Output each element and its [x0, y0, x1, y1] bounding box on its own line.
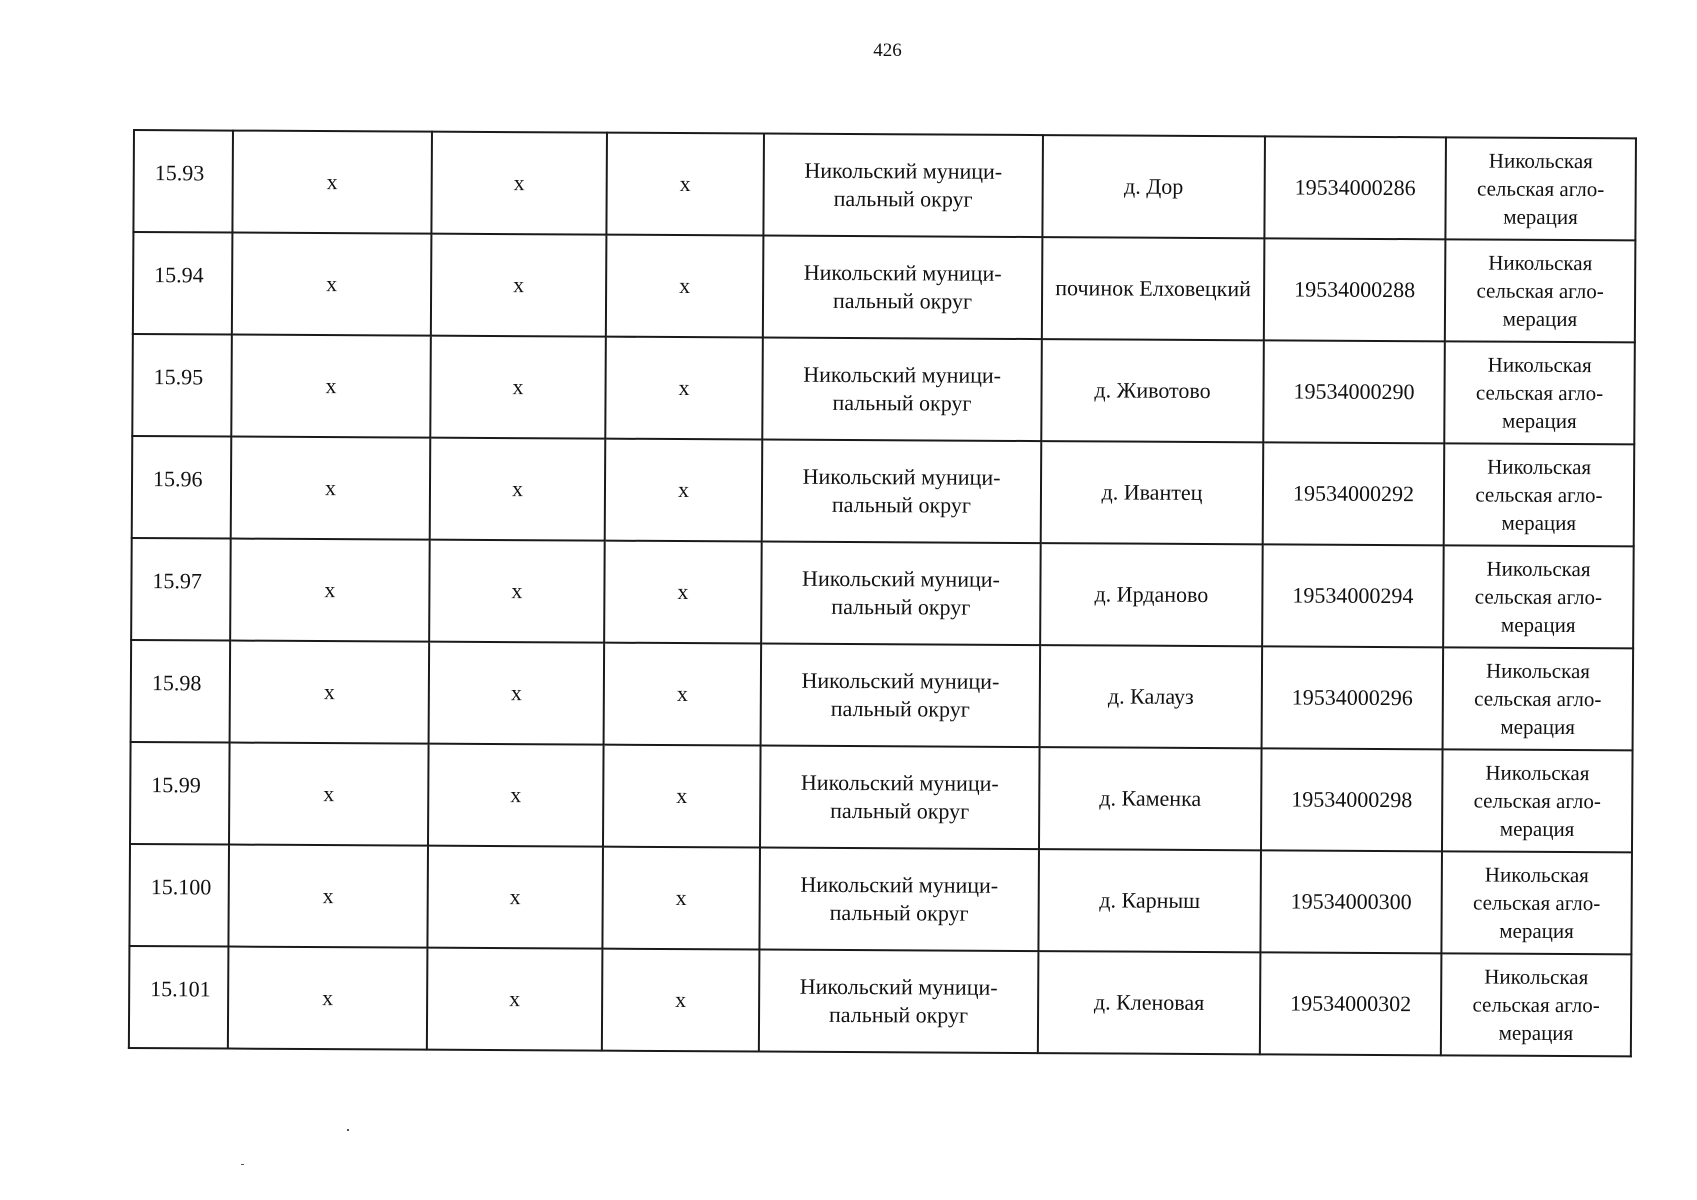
column-2-cell: x	[232, 131, 432, 234]
table-row	[129, 946, 1632, 1056]
scan-speck	[347, 1129, 349, 1131]
agglomeration-cell: Никольская сельская агло-мерация	[1442, 749, 1633, 852]
locality-cell: д. Животово	[1041, 339, 1264, 442]
column-4-cell: x	[605, 439, 763, 542]
district-cell: Никольский муници-пальный округ	[759, 950, 1039, 1054]
code-cell: 19534000302	[1260, 952, 1442, 1055]
column-2-cell: x	[231, 437, 431, 540]
table-row	[131, 640, 1634, 750]
district-cell: Никольский муници-пальный округ	[761, 542, 1041, 646]
locality-cell: д. Ивантец	[1041, 441, 1264, 544]
agglomeration-cell: Никольская сельская агло-мерация	[1443, 545, 1634, 648]
column-4-cell: x	[602, 949, 760, 1052]
locality-cell: починок Елховецкий	[1042, 237, 1265, 340]
code-cell: 19534000294	[1262, 544, 1444, 647]
column-2-cell: x	[228, 845, 428, 948]
column-3-cell: x	[431, 132, 607, 235]
column-4-cell: x	[604, 643, 762, 746]
code-cell: 19534000292	[1263, 442, 1445, 545]
column-3-cell: x	[429, 642, 605, 745]
code-cell: 19534000298	[1261, 748, 1443, 851]
agglomeration-cell: Никольская сельская агло-мерация	[1445, 239, 1636, 342]
code-cell: 19534000288	[1264, 238, 1446, 341]
column-4-cell: x	[604, 541, 762, 644]
settlements-table	[128, 129, 1637, 1057]
row-number-cell: 15.99	[130, 742, 230, 845]
column-4-cell: x	[605, 337, 763, 440]
locality-cell: д. Калауз	[1040, 645, 1263, 748]
row-number-cell: 15.100	[129, 844, 229, 947]
column-2-cell: x	[230, 641, 430, 744]
column-3-cell: x	[431, 234, 607, 337]
code-cell: 19534000300	[1260, 850, 1442, 953]
code-cell: 19534000286	[1264, 136, 1446, 239]
page-number: 426	[873, 40, 902, 61]
column-2-cell: x	[230, 539, 430, 642]
column-3-cell: x	[427, 948, 603, 1051]
column-2-cell: x	[228, 947, 428, 1050]
column-3-cell: x	[428, 744, 604, 847]
column-4-cell: x	[606, 133, 764, 236]
agglomeration-cell: Никольская сельская агло-мерация	[1441, 953, 1632, 1056]
row-number-cell: 15.94	[133, 232, 233, 335]
district-cell: Никольский муници-пальный округ	[762, 338, 1042, 442]
row-number-cell: 15.98	[131, 640, 231, 743]
locality-cell: д. Карныш	[1038, 849, 1261, 952]
agglomeration-cell: Никольская сельская агло-мерация	[1443, 647, 1634, 750]
column-2-cell: x	[229, 743, 429, 846]
table-row	[133, 130, 1636, 240]
table-row	[130, 742, 1633, 852]
district-cell: Никольский муници-пальный округ	[763, 236, 1043, 340]
table-row	[129, 844, 1632, 954]
district-cell: Никольский муници-пальный округ	[759, 848, 1039, 952]
table-row	[133, 232, 1636, 342]
scan-speck	[241, 1164, 244, 1165]
code-cell: 19534000290	[1263, 340, 1445, 443]
district-cell: Никольский муници-пальный округ	[762, 440, 1042, 544]
table-body	[129, 130, 1636, 1056]
column-3-cell: x	[430, 336, 606, 439]
column-4-cell: x	[606, 235, 764, 338]
row-number-cell: 15.96	[132, 436, 232, 539]
locality-cell: д. Ирданово	[1040, 543, 1263, 646]
locality-cell: д. Каменка	[1039, 747, 1262, 850]
code-cell: 19534000296	[1262, 646, 1444, 749]
column-3-cell: x	[427, 846, 603, 949]
table-row	[132, 436, 1635, 546]
column-3-cell: x	[429, 540, 605, 643]
locality-cell: д. Кленовая	[1038, 951, 1261, 1054]
row-number-cell: 15.101	[129, 946, 229, 1049]
agglomeration-cell: Никольская сельская агло-мерация	[1444, 341, 1635, 444]
column-2-cell: x	[232, 233, 432, 336]
district-cell: Никольский муници-пальный округ	[763, 134, 1043, 238]
row-number-cell: 15.97	[131, 538, 231, 641]
agglomeration-cell: Никольская сельская агло-мерация	[1445, 137, 1636, 240]
locality-cell: д. Дор	[1042, 135, 1265, 238]
table-row	[132, 334, 1635, 444]
agglomeration-cell: Никольская сельская агло-мерация	[1441, 851, 1632, 954]
row-number-cell: 15.93	[133, 130, 233, 233]
column-2-cell: x	[231, 335, 431, 438]
column-3-cell: x	[430, 438, 606, 541]
district-cell: Никольский муници-пальный округ	[761, 644, 1041, 748]
agglomeration-cell: Никольская сельская агло-мерация	[1444, 443, 1635, 546]
row-number-cell: 15.95	[132, 334, 232, 437]
table-row	[131, 538, 1634, 648]
district-cell: Никольский муници-пальный округ	[760, 746, 1040, 850]
column-4-cell: x	[602, 847, 760, 950]
column-4-cell: x	[603, 745, 761, 848]
